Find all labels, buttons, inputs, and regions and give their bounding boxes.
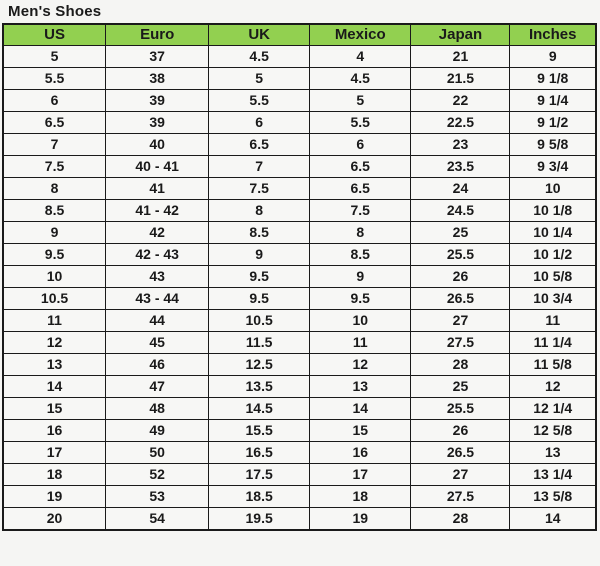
table-row	[3, 221, 596, 243]
table-cell: 10 3/4	[510, 287, 596, 309]
table-cell: 13	[310, 375, 411, 397]
table-cell: 17	[3, 441, 106, 463]
table-cell: 10 5/8	[510, 265, 596, 287]
table-cell: 8.5	[310, 243, 411, 265]
table-cell: 18.5	[209, 485, 310, 507]
column-header-inches: Inches	[510, 24, 596, 45]
table-cell: 43	[106, 265, 209, 287]
table-row	[3, 507, 596, 530]
table-cell: 47	[106, 375, 209, 397]
column-header-japan: Japan	[411, 24, 510, 45]
table-cell: 11.5	[209, 331, 310, 353]
table-cell: 9	[3, 221, 106, 243]
table-cell: 10 1/8	[510, 199, 596, 221]
table-cell: 10	[3, 265, 106, 287]
table-cell: 42 - 43	[106, 243, 209, 265]
table-row	[3, 67, 596, 89]
table-cell: 9 3/4	[510, 155, 596, 177]
table-cell: 19.5	[209, 507, 310, 530]
table-cell: 6	[3, 89, 106, 111]
table-cell: 7	[3, 133, 106, 155]
table-row	[3, 133, 596, 155]
table-cell: 8	[3, 177, 106, 199]
table-cell: 6	[310, 133, 411, 155]
column-header-uk: UK	[209, 24, 310, 45]
table-cell: 27.5	[411, 485, 510, 507]
table-cell: 40 - 41	[106, 155, 209, 177]
table-cell: 12 5/8	[510, 419, 596, 441]
table-cell: 12 1/4	[510, 397, 596, 419]
table-row	[3, 397, 596, 419]
table-cell: 7	[209, 155, 310, 177]
table-cell: 13.5	[209, 375, 310, 397]
table-cell: 41	[106, 177, 209, 199]
table-row	[3, 265, 596, 287]
table-cell: 28	[411, 353, 510, 375]
table-cell: 39	[106, 89, 209, 111]
table-row	[3, 485, 596, 507]
table-row	[3, 177, 596, 199]
table-cell: 46	[106, 353, 209, 375]
table-cell: 27.5	[411, 331, 510, 353]
table-cell: 9.5	[209, 265, 310, 287]
table-cell: 10.5	[209, 309, 310, 331]
table-cell: 12	[310, 353, 411, 375]
table-cell: 10 1/2	[510, 243, 596, 265]
table-cell: 14	[510, 507, 596, 530]
table-cell: 24.5	[411, 199, 510, 221]
table-cell: 15	[310, 419, 411, 441]
table-cell: 24	[411, 177, 510, 199]
table-cell: 4.5	[209, 45, 310, 67]
table-cell: 9 5/8	[510, 133, 596, 155]
table-cell: 5.5	[310, 111, 411, 133]
table-cell: 39	[106, 111, 209, 133]
table-cell: 8	[310, 221, 411, 243]
table-cell: 7.5	[209, 177, 310, 199]
table-cell: 10.5	[3, 287, 106, 309]
table-row	[3, 375, 596, 397]
table-cell: 28	[411, 507, 510, 530]
table-cell: 16	[310, 441, 411, 463]
table-row	[3, 45, 596, 67]
table-cell: 50	[106, 441, 209, 463]
table-row	[3, 441, 596, 463]
table-cell: 11 1/4	[510, 331, 596, 353]
table-cell: 45	[106, 331, 209, 353]
table-cell: 9.5	[310, 287, 411, 309]
table-cell: 18	[3, 463, 106, 485]
table-cell: 5	[209, 67, 310, 89]
table-cell: 52	[106, 463, 209, 485]
table-cell: 4	[310, 45, 411, 67]
table-cell: 14	[3, 375, 106, 397]
table-cell: 5	[3, 45, 106, 67]
table-cell: 27	[411, 463, 510, 485]
table-row	[3, 309, 596, 331]
table-cell: 26	[411, 265, 510, 287]
table-cell: 22	[411, 89, 510, 111]
table-cell: 54	[106, 507, 209, 530]
page-title: Men's Shoes	[8, 3, 102, 20]
table-cell: 37	[106, 45, 209, 67]
column-header-euro: Euro	[106, 24, 209, 45]
table-cell: 11 5/8	[510, 353, 596, 375]
table-cell: 7.5	[310, 199, 411, 221]
table-cell: 26.5	[411, 441, 510, 463]
table-cell: 10 1/4	[510, 221, 596, 243]
table-cell: 22.5	[411, 111, 510, 133]
table-cell: 26.5	[411, 287, 510, 309]
table-cell: 19	[3, 485, 106, 507]
table-cell: 21	[411, 45, 510, 67]
table-cell: 40	[106, 133, 209, 155]
table-cell: 16	[3, 419, 106, 441]
table-cell: 12.5	[209, 353, 310, 375]
table-cell: 10	[310, 309, 411, 331]
table-row	[3, 155, 596, 177]
table-cell: 38	[106, 67, 209, 89]
table-row	[3, 331, 596, 353]
table-row	[3, 89, 596, 111]
table-cell: 6	[209, 111, 310, 133]
table-row	[3, 111, 596, 133]
table-cell: 53	[106, 485, 209, 507]
table-cell: 14	[310, 397, 411, 419]
table-cell: 13	[510, 441, 596, 463]
table-cell: 11	[3, 309, 106, 331]
size-conversion-table	[2, 23, 597, 531]
table-cell: 18	[310, 485, 411, 507]
table-cell: 25.5	[411, 243, 510, 265]
table-cell: 6.5	[3, 111, 106, 133]
table-row	[3, 287, 596, 309]
table-header	[3, 24, 596, 45]
table-cell: 13 5/8	[510, 485, 596, 507]
table-cell: 10	[510, 177, 596, 199]
table-cell: 9	[209, 243, 310, 265]
table-cell: 7.5	[3, 155, 106, 177]
table-cell: 42	[106, 221, 209, 243]
table-cell: 26	[411, 419, 510, 441]
table-cell: 43 - 44	[106, 287, 209, 309]
table-cell: 11	[310, 331, 411, 353]
table-row	[3, 353, 596, 375]
table-cell: 9 1/2	[510, 111, 596, 133]
column-header-us: US	[3, 24, 106, 45]
table-cell: 21.5	[411, 67, 510, 89]
table-row	[3, 243, 596, 265]
table-cell: 48	[106, 397, 209, 419]
table-row	[3, 463, 596, 485]
table-cell: 8	[209, 199, 310, 221]
table-header-row	[3, 24, 596, 45]
table-cell: 23.5	[411, 155, 510, 177]
table-cell: 13 1/4	[510, 463, 596, 485]
table-cell: 9.5	[3, 243, 106, 265]
table-cell: 14.5	[209, 397, 310, 419]
table-cell: 49	[106, 419, 209, 441]
table-cell: 12	[510, 375, 596, 397]
table-row	[3, 419, 596, 441]
table-cell: 9 1/8	[510, 67, 596, 89]
table-cell: 23	[411, 133, 510, 155]
table-cell: 6.5	[310, 177, 411, 199]
table-cell: 25	[411, 221, 510, 243]
table-cell: 17	[310, 463, 411, 485]
table-cell: 25.5	[411, 397, 510, 419]
table-cell: 11	[510, 309, 596, 331]
table-cell: 15.5	[209, 419, 310, 441]
table-cell: 25	[411, 375, 510, 397]
table-cell: 9	[310, 265, 411, 287]
table-cell: 9	[510, 45, 596, 67]
table-cell: 8.5	[209, 221, 310, 243]
table-cell: 41 - 42	[106, 199, 209, 221]
table-cell: 17.5	[209, 463, 310, 485]
table-cell: 5.5	[209, 89, 310, 111]
table-cell: 5.5	[3, 67, 106, 89]
table-cell: 15	[3, 397, 106, 419]
table-cell: 12	[3, 331, 106, 353]
table-cell: 16.5	[209, 441, 310, 463]
table-cell: 8.5	[3, 199, 106, 221]
table-cell: 13	[3, 353, 106, 375]
table-cell: 19	[310, 507, 411, 530]
table-cell: 27	[411, 309, 510, 331]
table-cell: 6.5	[209, 133, 310, 155]
table-body	[3, 45, 596, 530]
table-cell: 9.5	[209, 287, 310, 309]
table-cell: 5	[310, 89, 411, 111]
table-row	[3, 199, 596, 221]
column-header-mexico: Mexico	[310, 24, 411, 45]
table-cell: 20	[3, 507, 106, 530]
table-cell: 44	[106, 309, 209, 331]
table-cell: 6.5	[310, 155, 411, 177]
table-cell: 4.5	[310, 67, 411, 89]
table-cell: 9 1/4	[510, 89, 596, 111]
